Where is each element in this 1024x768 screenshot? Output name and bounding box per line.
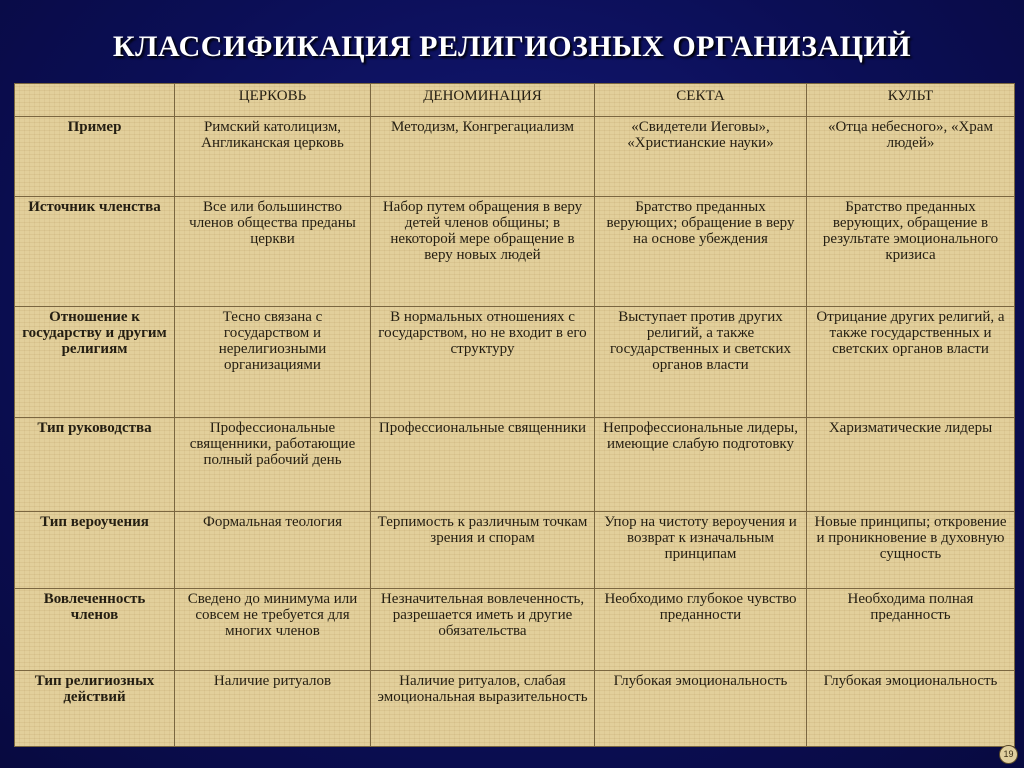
table-cell: Наличие ритуалов, слабая эмоциональная выразительность bbox=[371, 671, 595, 747]
table-cell: Упор на чистоту вероучения и возврат к изначальным принципам bbox=[595, 511, 807, 589]
table-cell: Незначительная вовлеченность, разрешается иметь и другие обязательства bbox=[371, 589, 595, 671]
table-cell: Глубокая эмоциональность bbox=[807, 671, 1015, 747]
row-header: Пример bbox=[15, 116, 175, 196]
table-cell: Сведено до минимума или совсем не требуется для многих членов bbox=[175, 589, 371, 671]
header-cell-denomination: ДЕНОМИНАЦИЯ bbox=[371, 84, 595, 117]
header-cell-cult: КУЛЬТ bbox=[807, 84, 1015, 117]
table-row bbox=[15, 417, 1015, 511]
table-cell: Наличие ритуалов bbox=[175, 671, 371, 747]
table-row bbox=[15, 589, 1015, 671]
table-row bbox=[15, 511, 1015, 589]
header-cell-church: ЦЕРКОВЬ bbox=[175, 84, 371, 117]
row-header: Вовлеченность членов bbox=[15, 589, 175, 671]
table-cell: Отрицание других религий, а также государственных и светских органов власти bbox=[807, 307, 1015, 418]
page-number-badge: 19 bbox=[999, 745, 1018, 764]
table-cell: Братство преданных верующих; обращение в веру на основе убеждения bbox=[595, 196, 807, 307]
table-cell: Формальная теология bbox=[175, 511, 371, 589]
table-cell: Новые принципы; откровение и проникновение в духовную сущность bbox=[807, 511, 1015, 589]
table-cell: Все или большинство членов общества преданы церкви bbox=[175, 196, 371, 307]
classification-table-container bbox=[14, 83, 1014, 747]
table-cell: Непрофессиональные лидеры, имеющие слабую подготовку bbox=[595, 417, 807, 511]
slide-title: КЛАССИФИКАЦИЯ РЕЛИГИОЗНЫХ ОРГАНИЗАЦИЙ bbox=[112, 30, 912, 63]
table-header-row bbox=[15, 84, 1015, 117]
row-header: Отношение к государству и другим религиям bbox=[15, 307, 175, 418]
table-cell: Методизм, Конгрегациализм bbox=[371, 116, 595, 196]
classification-table bbox=[14, 83, 1015, 747]
table-row bbox=[15, 116, 1015, 196]
table-row bbox=[15, 307, 1015, 418]
table-cell: Терпимость к различным точкам зрения и спорам bbox=[371, 511, 595, 589]
table-cell: «Отца небесного», «Храм людей» bbox=[807, 116, 1015, 196]
row-header: Тип вероучения bbox=[15, 511, 175, 589]
row-header: Источник членства bbox=[15, 196, 175, 307]
header-cell-empty bbox=[15, 84, 175, 117]
table-cell: Необходима полная преданность bbox=[807, 589, 1015, 671]
table-cell: Римский католицизм, Англиканская церковь bbox=[175, 116, 371, 196]
table-cell: «Свидетели Иеговы», «Христианские науки» bbox=[595, 116, 807, 196]
table-cell: Глубокая эмоциональность bbox=[595, 671, 807, 747]
table-cell: Необходимо глубокое чувство преданности bbox=[595, 589, 807, 671]
table-cell: Набор путем обращения в веру детей членов общины; в некоторой мере обращение в веру новых людей bbox=[371, 196, 595, 307]
table-cell: Тесно связана с государством и нерелигиозными организациями bbox=[175, 307, 371, 418]
header-cell-sect: СЕКТА bbox=[595, 84, 807, 117]
table-row bbox=[15, 196, 1015, 307]
table-cell: Харизматические лидеры bbox=[807, 417, 1015, 511]
table-cell: Профессиональные священники, работающие полный рабочий день bbox=[175, 417, 371, 511]
table-cell: В нормальных отношениях с государством, но не входит в его структуру bbox=[371, 307, 595, 418]
table-cell: Братство преданных верующих, обращение в результате эмоционального кризиса bbox=[807, 196, 1015, 307]
row-header: Тип религиозных действий bbox=[15, 671, 175, 747]
row-header: Тип руководства bbox=[15, 417, 175, 511]
table-cell: Профессиональные священники bbox=[371, 417, 595, 511]
table-cell: Выступает против других религий, а также государственных и светских органов власти bbox=[595, 307, 807, 418]
table-row bbox=[15, 671, 1015, 747]
